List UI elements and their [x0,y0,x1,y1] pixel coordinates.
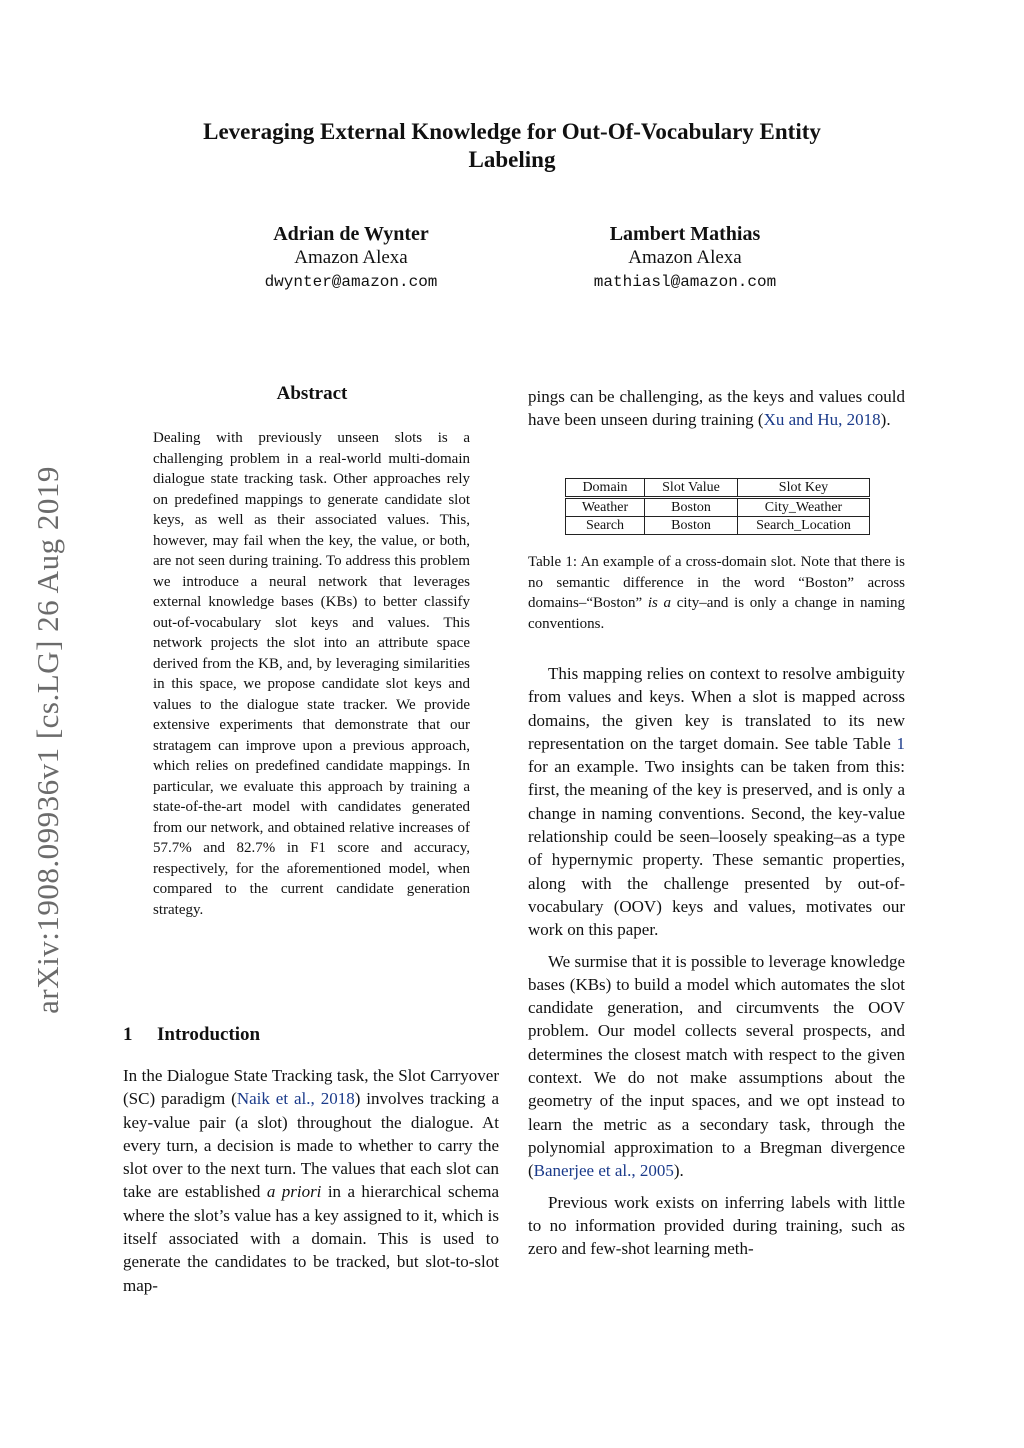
intro-paragraph-4: Previous work exists on inferring labels with little to no information provided during training, such as zero and few-shot learning meth- [528,1192,905,1259]
author-name: Adrian de Wynter [273,223,429,245]
table-row [566,517,870,535]
abstract-heading: Abstract [276,383,348,404]
arxiv-stamp: arXiv:1908.09936v1 [cs.LG] 26 Aug 2019 [30,466,65,1014]
table-cell: Search [566,517,645,535]
author-affiliation: Amazon Alexa [294,247,408,268]
citation-link[interactable]: Banerjee et al., 2005 [533,1161,674,1181]
author-email[interactable]: dwynter@amazon.com [264,273,438,291]
table-row [566,498,870,517]
author-email[interactable]: mathiasl@amazon.com [593,273,777,291]
table-cell: Boston [645,498,738,517]
paper-title [100,118,924,174]
intro-paragraph-3: We surmise that it is possible to leverage knowledge bases (KBs) to build a model which automates the slot candidate generation, and circumvents the OOV problem. Our model collects several prospects, and determines the closest match with respect to the given context. We do not make assumptions about the geometry of the input spaces, and we opt instead to learn the metric as a secondary task, through the polynomial approximation to a Bregman divergence (Banerjee et al., 2005). [528,951,905,1181]
citation-link[interactable]: Xu and Hu, 2018 [763,410,881,430]
title-line-2: Labeling [468,147,556,172]
citation-link[interactable]: Naik et al., 2018 [236,1089,355,1109]
author-block-2 [555,222,815,294]
intro-paragraph-2: This mapping relies on context to resolve ambiguity from values and keys. When a slot is mapped across domains, the given key is translated to its new representation on the target domain. See table Table 1 for an example. Two insights can be taken from this: first, the meaning of the key is preserved, and is only a change in naming conventions. Second, the key-value relationship could be seen–loosely speaking–as a type of hypernymic property. These semantic properties, along with the challenge presented by out-of-vocabulary (OOV) keys and values, motivates our work on this paper. [528,664,905,940]
section-title: Introduction [157,1024,261,1045]
section-number: 1 [123,1024,133,1045]
table-header-row [566,479,870,498]
table-header-cell: Domain [566,479,645,498]
title-line-1: Leveraging External Knowledge for Out-Of-Vocabulary Entity [203,119,821,144]
intro-right-column [528,662,905,1260]
table-header-cell: Slot Key [738,479,870,498]
intro-paragraph-1-continued: pings can be challenging, as the keys and values could have been unseen during training (Xu and Hu, 2018). [528,387,905,430]
section-heading-introduction [123,1024,260,1046]
table-cell: Boston [645,517,738,535]
table-cell: Search_Location [738,517,870,535]
abstract-text: Dealing with previously unseen slots is a challenging problem in a real-world multi-domain dialogue state tracking task. Other approaches rely on predefined mappings to generate candidate slot keys, as well as their associated values. This, however, may fail when the key, the value, or both, are not seen during training. To address this problem we introduce a neural network that leverages external knowledge bases (KBs) to better classify out-of-vocabulary slot keys and values. This network projects the slot into an attribute space derived from the KB, and, by leveraging similarities in this space, we propose candidate slot keys and values to the dialogue state tracker. We provide extensive experiments that demonstrate that our stratagem can improve upon a previous approach, which relies on predefined candidate mappings. In particular, we evaluate this approach by training a state-of-the-art model with candidates generated from our network, and obtained relative increases of 57.7% and 82.7% in F1 score and accuracy, respectively, for the aforementioned model, when compared to the current candidate generation strategy. [153,430,470,918]
author-affiliation: Amazon Alexa [628,247,742,268]
author-block-1 [221,222,481,294]
intro-paragraph-1: In the Dialogue State Tracking task, the Slot Carryover (SC) paradigm (Naik et al., 2018) involves tracking a key-value pair (a slot) throughout the dialogue. At every turn, a decision is made to whether to carry the slot over to the next turn. The values that each slot can take are established a priori in a hierarchical schema where the slot’s value has a key assigned to it, which is itself associated with a domain. This is used to generate the candidates to be tracked, but slot-to-slot map- [123,1066,500,1295]
table-cell: Weather [566,498,645,517]
table-1-caption: Table 1: An example of a cross-domain slot. Note that there is no semantic difference in the word “Boston” across domains–“Boston” is a city–and is only a change in naming conventions. [528,554,906,632]
table-reference-link[interactable]: 1 [896,733,905,753]
table-header-cell: Slot Value [645,479,738,498]
author-name: Lambert Mathias [609,223,761,245]
table-1 [565,478,870,535]
table-cell: City_Weather [738,498,870,517]
